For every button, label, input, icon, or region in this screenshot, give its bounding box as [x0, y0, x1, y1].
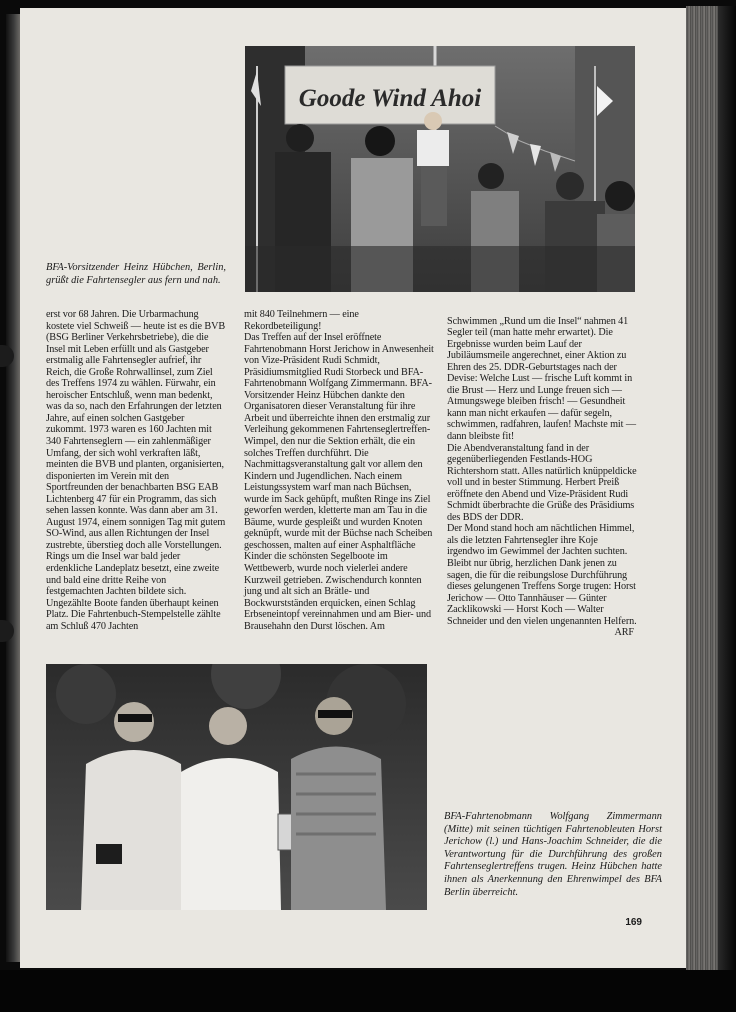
page-number: 169 [625, 917, 642, 928]
photo-three-men [46, 664, 427, 910]
article-column-3 [447, 304, 637, 650]
binding-shadow [6, 14, 20, 962]
banner-text: Goode Wind Ahoi [298, 85, 482, 112]
article-column-2: mit 840 Teilnehmern — eine Rekordbeteiligung! Das Treffen auf der Insel eröffnete Fahrtenobmann Horst Jerichow in Anwesenheit von Vize-Präsident Rudi Schmidt, Präsidiumsmitglied Rudi Storbeck und BFA-Fahrtenobmann Wolfgang Zimmermann. BFA-Vorsitzender Heinz Hübchen dankte den Organisatoren dieser Veranstaltung für ihre Arbeit und überreichte ihnen den erstmalig zur Verleihung gekommenen Fahrtenseglertreffen-Wimpel, den nur die Sektion erhält, die ein solches Treffen durchführt. Die Nachmittagsveranstaltung galt vor allem den Kindern und Jugendlichen. Nach einem Leistungssystem warf man nach Büchsen, wurde im Sack gehüpft, mußten Ringe ins Ziel geworfen werden, kletterte man am Tau in die Bäume, wurde gespleißt und wurden Knoten geknüpft, wurde mit der Büchse nach Scheiben geschossen, malten auf einer Asphaltfläche Kinder die schönsten Segelboote im Wettbewerb, wurde noch vielerlei andere Kurzweil getrieben. Zwischendurch konnten jung und alt sich an Brätle- und Bockwurstständen erquicken, einen Schlag Erbseneintopf vereinnahmen und am Bier- und Brausehahn den Durst löschen. Am [244, 309, 434, 632]
author-signature: ARF [614, 627, 634, 639]
photo-caption-bottom: BFA-Fahrtenobmann Wolfgang Zimmermann (Mitte) mit seinen tüchtigen Fahrtenobleuten Horst Jerichow (l.) und Hans-Joachim Schneider, die die Verantwortung für die Durchführung des großen Fahrtenseglertreffens trugen. Heinz Hübchen hatte ihnen als Anerkennung den Ehrenwimpel des BFA Berlin überreicht. [444, 811, 662, 898]
article-column-3-text: Schwimmen „Rund um die Insel“ nahmen 41 Segler teil (man hatte mehr erwartet). Die Ergebnisse wurden beim Lauf der Jubiläumsmeile angerechnet, einer Aktion zu Ehren des 25. DDR-Geburtstages nach der Devise: Welche Lust — frische Luft kommt in die Brust — Herz und Lunge freuen sich — Atmungswege bleiben frisch! — Gesundheit kann man nicht erkaufen — dafür segeln, schwimmen, radfahren, laufen! Machste mit — dann bleibste fit! Die Abendveranstaltung fand in der gegenüberliegenden Festlands-HOG Richtershorn statt. Alles natürlich knüppeldicke voll und in bester Stimmung. Herbert Preiß eröffnete den Abend und Vize-Präsident Rudi Schmidt überbrachte die Grüße des Präsidiums des BDS der DDR. Der Mond stand hoch am nächtlichen Himmel, als die letzten Fahrtensegler ihre Koje irgendwo im Gewimmel der Jachten suchten. Bleibt nur übrig, herzlichen Dank jenen zu sagen, die für die reibungslose Durchführung dieses gelungenen Treffens Sorge trugen: Horst Jerichow — Otto Tannhäuser — Günter Zacklikowski — Horst Koch — Walter Schneider und den vielen ungenannten Helfern. [447, 315, 637, 627]
article-column-1: erst vor 68 Jahren. Die Urbarmachung kostete viel Schweiß — heute ist es die BVB (BSG Berliner Verkehrsbetriebe), die die Insel mit Leben erfüllt und als Gastgeber erstmalig alle Fahrtensegler aufrief, ihr Reich, die Große Rohrwallinsel, zum Ziel des Treffens 1974 zu wählen. Fürwahr, ein heroischer Entschluß, wenn man bedenkt, was da so, nach den Erfahrungen der letzten Jahre, auf einen solchen Gastgeber zukommt. 1973 waren es 160 Jachten mit 340 Fahrtenseglern — ein zahlenmäßiger Umfang, der sich wohl verkraften läßt, meinten die BVB und planten, organisierten, disponierten im Verein mit den Sportfreunden der benachbarten BSG EAB Lichtenberg 47 für ein Programm, das sich sehen lassen konnte. Was dann aber am 31. August 1974, einem sonnigen Tag mit gutem SO-Wind, aus allen Richtungen der Insel zustrebte, überstieg doch alle Vorstellungen. Rings um die Insel war bald jeder erdenkliche Landeplatz besetzt, eine zweite und bald eine dritte Reihe von festgemachten Jachten bildete sich. Ungezählte Boote fanden überhaupt keinen Platz. Die Fahrtenbuch-Stempelstelle zählte am Schluß 470 Jachten [46, 309, 226, 632]
photo-speaker-banner [245, 46, 635, 292]
book-page-edges [686, 6, 736, 972]
scan-background [0, 970, 736, 1012]
photo-caption-top: BFA-Vorsitzender Heinz Hübchen, Berlin, grüßt die Fahrtensegler aus fern und nah. [46, 262, 226, 286]
